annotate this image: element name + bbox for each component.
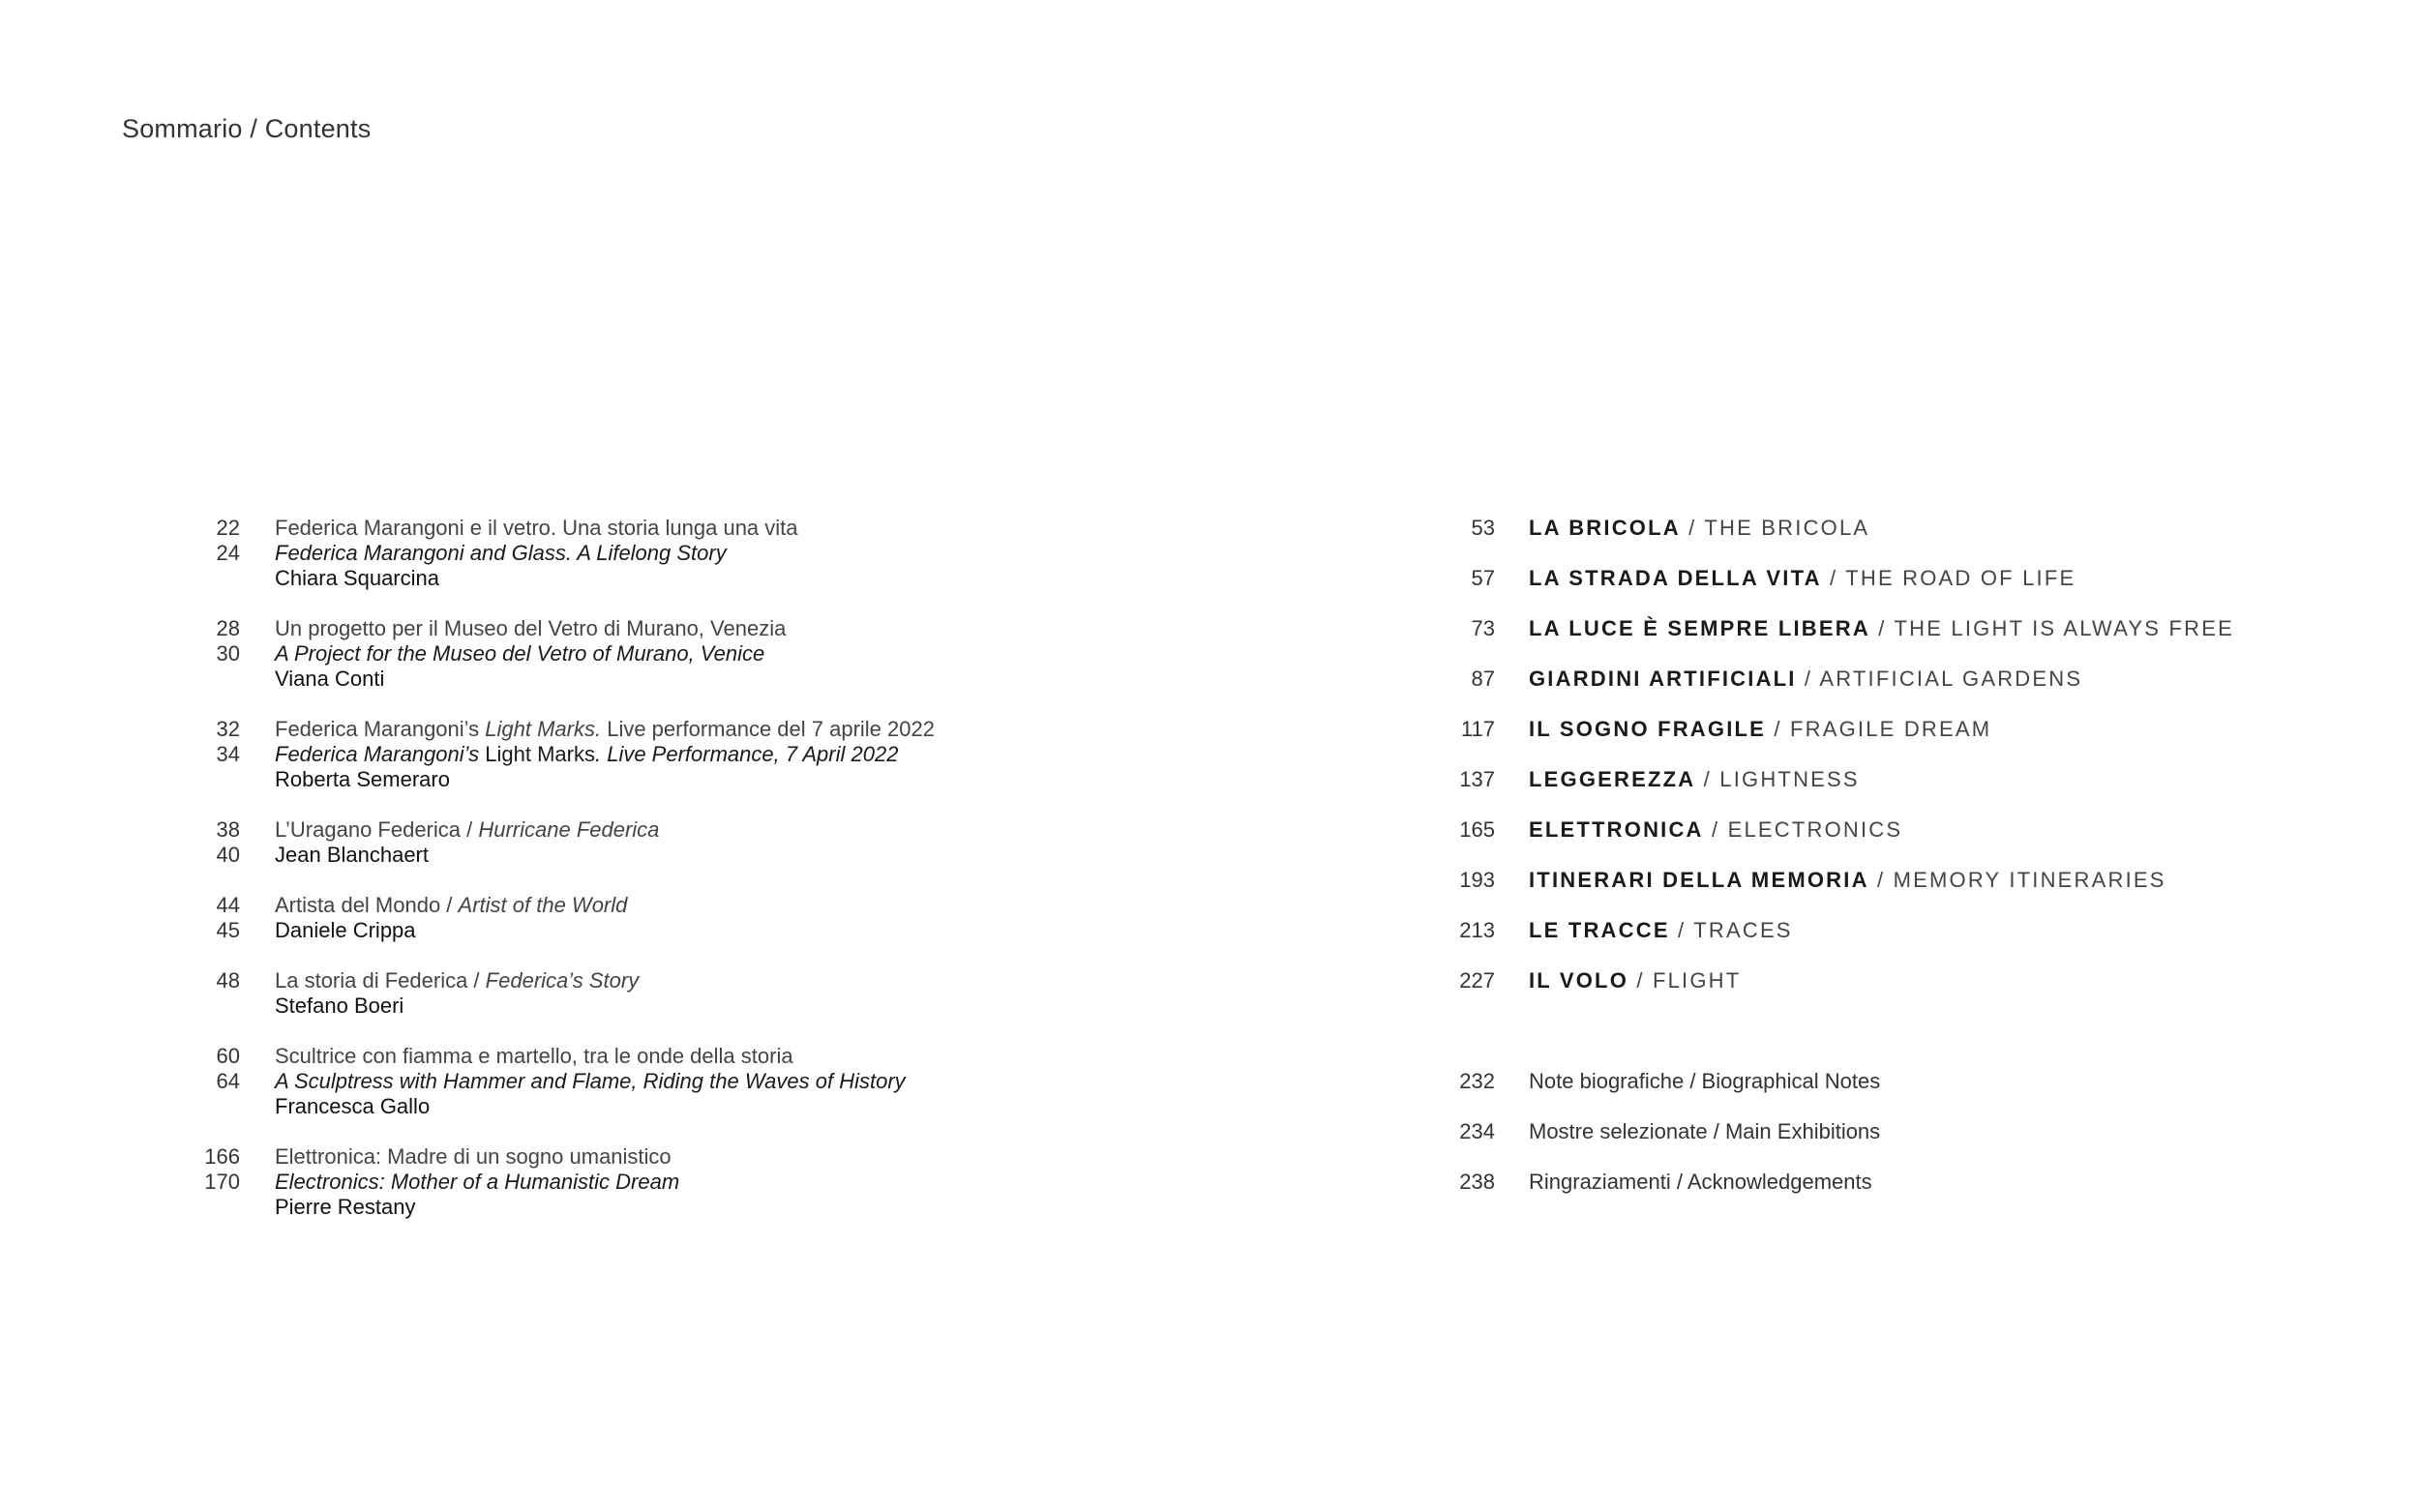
essay-line — [0, 843, 1258, 868]
section-title-it: GIARDINI ARTIFICIALI — [1529, 667, 1797, 691]
essay-text[interactable] — [275, 742, 898, 767]
page-number[interactable]: 44 — [216, 893, 240, 917]
page-number[interactable]: 170 — [204, 1170, 240, 1194]
essay-line — [0, 541, 1258, 566]
essay-text[interactable] — [275, 968, 639, 993]
essay-text[interactable] — [275, 566, 439, 591]
appendix-entry[interactable] — [1355, 1069, 2419, 1119]
essay-text[interactable] — [275, 667, 384, 692]
separator: / — [1869, 616, 1895, 640]
section-title-it: LA BRICOLA — [1529, 516, 1681, 540]
page-number[interactable]: 28 — [216, 616, 240, 640]
section-title-it: LA STRADA DELLA VITA — [1529, 566, 1822, 590]
separator: / — [1695, 767, 1720, 791]
essay-line — [0, 566, 1258, 591]
essay-line — [0, 667, 1258, 692]
appendix-label: Ringraziamenti / Acknowledgements — [1529, 1170, 1872, 1194]
page-number: 87 — [1471, 667, 1495, 691]
section-title-en: MEMORY ITINERARIES — [1893, 868, 2166, 892]
essay-entry — [0, 616, 1258, 692]
essay-line — [0, 641, 1258, 667]
essay-entry — [0, 968, 1258, 1019]
essay-text[interactable] — [275, 893, 627, 918]
section-title-en: ARTIFICIAL GARDENS — [1819, 667, 2083, 691]
page-number: 232 — [1459, 1069, 1495, 1093]
section-title-en: THE BRICOLA — [1704, 516, 1870, 540]
spacer — [1355, 1019, 2419, 1069]
author-name: Jean Blanchaert — [275, 843, 429, 867]
title-part: . Live Performance, 7 April 2022 — [594, 742, 899, 766]
page-number: 53 — [1471, 516, 1495, 540]
essay-line — [0, 817, 1258, 843]
page-number[interactable]: 45 — [216, 918, 240, 942]
page-number[interactable]: 32 — [216, 717, 240, 741]
title-part: A Sculptress with Hammer and Flame, Riding the Waves of History — [275, 1069, 906, 1093]
section-title — [1529, 918, 1793, 943]
essay-text[interactable] — [275, 993, 403, 1019]
section-entry[interactable] — [1355, 516, 2419, 566]
page-number[interactable]: 64 — [216, 1069, 240, 1093]
title-part: A Project for the Museo del Vetro of Murano, Venice — [275, 641, 765, 666]
title-part: Un progetto per il Museo del Vetro di Murano, Venezia — [275, 616, 787, 640]
essay-line — [0, 893, 1258, 918]
section-title — [1529, 566, 2076, 591]
essay-text[interactable] — [275, 616, 786, 641]
page-number[interactable]: 30 — [216, 641, 240, 666]
section-entry[interactable] — [1355, 868, 2419, 918]
section-title — [1529, 717, 1991, 742]
essay-text[interactable] — [275, 1170, 679, 1195]
author-name: Viana Conti — [275, 667, 385, 691]
separator: / — [1669, 918, 1694, 942]
title-part: Hurricane Federica — [478, 817, 660, 842]
essay-line — [0, 616, 1258, 641]
title-part: Federica’s Story — [485, 968, 640, 993]
page-number: 238 — [1459, 1170, 1495, 1194]
page-number: 193 — [1459, 868, 1495, 892]
section-title-it: LE TRACCE — [1529, 918, 1670, 942]
essay-line — [0, 717, 1258, 742]
section-title-en: LIGHTNESS — [1719, 767, 1860, 791]
page-number: 117 — [1460, 717, 1495, 741]
essay-text[interactable] — [275, 918, 416, 943]
author-name: Roberta Semeraro — [275, 767, 450, 791]
essay-entry — [0, 516, 1258, 591]
essay-line — [0, 993, 1258, 1019]
section-entry[interactable] — [1355, 667, 2419, 717]
section-title-en: TRACES — [1693, 918, 1793, 942]
page-number: 213 — [1459, 918, 1495, 942]
title-part: Light Marks. — [485, 717, 602, 741]
section-title — [1529, 968, 1741, 993]
page-title: Sommario / Contents — [122, 114, 372, 143]
essay-entry — [0, 893, 1258, 943]
essay-line — [0, 918, 1258, 943]
section-entry[interactable] — [1355, 918, 2419, 968]
essay-entry — [0, 1144, 1258, 1220]
essay-line — [0, 968, 1258, 993]
essay-text[interactable] — [275, 843, 429, 868]
section-title-it: ELETTRONICA — [1529, 817, 1704, 842]
author-name: Daniele Crippa — [275, 918, 416, 942]
sections-list — [1355, 516, 2419, 1220]
separator: / — [1868, 868, 1894, 892]
page-number[interactable]: 40 — [216, 843, 240, 867]
essay-line — [0, 516, 1258, 541]
section-title-en: THE LIGHT IS ALWAYS FREE — [1894, 616, 2234, 640]
page-number[interactable]: 24 — [216, 541, 240, 565]
author-name: Chiara Squarcina — [275, 566, 439, 590]
section-title-it: ITINERARI DELLA MEMORIA — [1529, 868, 1869, 892]
appendix-entry[interactable] — [1355, 1170, 2419, 1220]
section-entry[interactable] — [1355, 817, 2419, 868]
essay-line — [0, 1044, 1258, 1069]
section-title-en: ELECTRONICS — [1727, 817, 1903, 842]
essay-text[interactable] — [275, 1069, 906, 1094]
page-number[interactable]: 166 — [204, 1144, 240, 1169]
appendix-label: Note biografiche / Biographical Notes — [1529, 1069, 1881, 1093]
page-number: 234 — [1459, 1119, 1495, 1143]
author-name: Pierre Restany — [275, 1195, 416, 1219]
page-number: 57 — [1471, 566, 1495, 590]
section-title-en: THE ROAD OF LIFE — [1845, 566, 2076, 590]
page-number[interactable]: 34 — [216, 742, 240, 766]
section-title — [1529, 817, 1902, 843]
essay-entry — [0, 817, 1258, 868]
section-title — [1529, 767, 1860, 792]
separator: / — [1821, 566, 1846, 590]
title-part: Scultrice con fiamma e martello, tra le onde della storia — [275, 1044, 793, 1068]
appendix-label: Mostre selezionate / Main Exhibitions — [1529, 1119, 1881, 1143]
page-number: 137 — [1459, 767, 1495, 791]
essay-text[interactable] — [275, 641, 764, 667]
section-title — [1529, 616, 2234, 641]
essay-line — [0, 742, 1258, 767]
title-part: Electronics: Mother of a Humanistic Dream — [275, 1170, 680, 1194]
essay-text[interactable] — [275, 1144, 672, 1170]
section-title — [1529, 516, 1869, 541]
title-part: Live performance del 7 aprile 2022 — [601, 717, 935, 741]
page-number: 227 — [1459, 968, 1495, 993]
title-part: La storia di Federica / — [275, 968, 486, 993]
separator: / — [1628, 968, 1653, 993]
essay-line — [0, 1069, 1258, 1094]
section-entry[interactable] — [1355, 616, 2419, 667]
section-entry[interactable] — [1355, 566, 2419, 616]
separator: / — [1796, 667, 1820, 691]
essay-text[interactable] — [275, 717, 935, 742]
essay-text[interactable] — [275, 767, 450, 792]
essay-text[interactable] — [275, 817, 659, 843]
page-number: 73 — [1471, 616, 1495, 640]
section-entry[interactable] — [1355, 968, 2419, 1019]
author-name: Francesca Gallo — [275, 1094, 431, 1118]
essay-text[interactable] — [275, 1195, 416, 1220]
title-part: Federica Marangoni’s — [275, 742, 486, 766]
title-part: Elettronica: Madre di un sogno umanistico — [275, 1144, 672, 1169]
page-number[interactable]: 60 — [216, 1044, 240, 1068]
title-part: Federica Marangoni’s — [275, 717, 486, 741]
title-part: Light Marks — [485, 742, 595, 766]
section-title-en: FLIGHT — [1652, 968, 1742, 993]
essay-text[interactable] — [275, 1094, 430, 1119]
separator: / — [1766, 717, 1790, 741]
page-number[interactable]: 22 — [216, 516, 240, 540]
section-title-it: LEGGEREZZA — [1529, 767, 1696, 791]
title-part: Artista del Mondo / — [275, 893, 459, 917]
essay-line — [0, 1170, 1258, 1195]
separator: / — [1680, 516, 1705, 540]
essay-entry — [0, 1044, 1258, 1119]
essay-line — [0, 1144, 1258, 1170]
essay-line — [0, 1195, 1258, 1220]
essay-text[interactable] — [275, 541, 727, 566]
essay-entry — [0, 717, 1258, 792]
page-number: 165 — [1459, 817, 1495, 842]
section-title-it: IL SOGNO FRAGILE — [1529, 717, 1767, 741]
appendix-entry[interactable] — [1355, 1119, 2419, 1170]
page-number[interactable]: 48 — [216, 968, 240, 993]
section-title — [1529, 868, 2166, 893]
author-name: Stefano Boeri — [275, 993, 404, 1018]
essay-text[interactable] — [275, 516, 798, 541]
essay-line — [0, 1094, 1258, 1119]
section-title — [1529, 667, 2082, 692]
title-part: Federica Marangoni e il vetro. Una storia lunga una vita — [275, 516, 798, 540]
title-part: Federica Marangoni and Glass. A Lifelong Story — [275, 541, 727, 565]
separator: / — [1703, 817, 1728, 842]
section-title-it: IL VOLO — [1529, 968, 1629, 993]
page-number[interactable]: 38 — [216, 817, 240, 842]
section-entry[interactable] — [1355, 767, 2419, 817]
title-part: Artist of the World — [458, 893, 628, 917]
essay-line — [0, 767, 1258, 792]
section-title-it: LA LUCE È SEMPRE LIBERA — [1529, 616, 1870, 640]
section-title-en: FRAGILE DREAM — [1789, 717, 1992, 741]
essays-list — [0, 516, 1258, 1245]
essay-text[interactable] — [275, 1044, 793, 1069]
section-entry[interactable] — [1355, 717, 2419, 767]
title-part: L’Uragano Federica / — [275, 817, 479, 842]
